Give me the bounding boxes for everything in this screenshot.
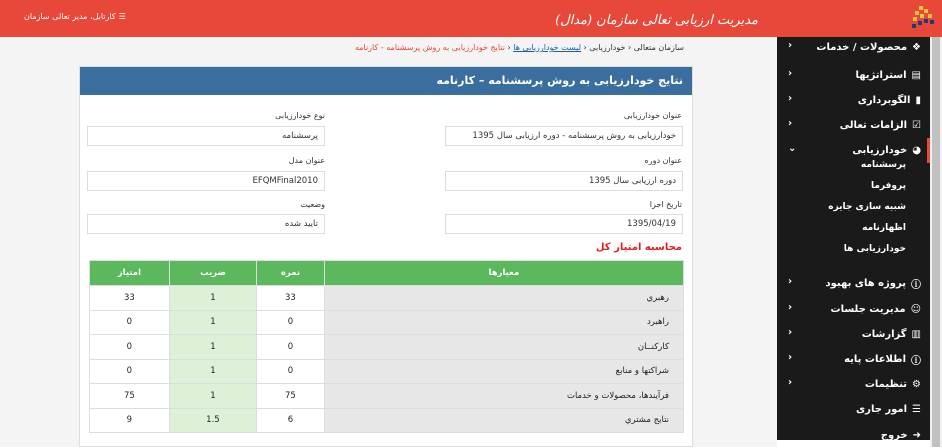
sidebar-item-label: مدیریت جلسات xyxy=(830,304,906,315)
score-cell: 0 xyxy=(257,310,325,335)
table-row xyxy=(90,310,684,335)
table-header-row xyxy=(90,261,684,286)
sidebar-item[interactable] xyxy=(777,347,930,372)
points-cell: 0 xyxy=(90,310,170,335)
sidebar-item-label: اطلاعات پایه xyxy=(844,354,906,365)
bookmark-icon: ▮ xyxy=(915,95,921,106)
pie-chart-icon: ◕ xyxy=(912,145,921,156)
date-label: تاریخ اجرا xyxy=(649,200,682,209)
sidebar-item-label: امور جاری xyxy=(856,404,908,415)
sidebar-item[interactable] xyxy=(777,35,930,60)
sidebar-subitem[interactable]: خودارزیابی ها xyxy=(843,244,906,254)
sidebar-item[interactable] xyxy=(777,372,930,397)
chevron-left-icon: ‹ xyxy=(788,40,793,51)
period-field[interactable]: دوره ارزیابی سال 1395 xyxy=(445,171,683,191)
main-content xyxy=(0,37,777,447)
score-cell: 6 xyxy=(257,408,325,433)
title-label: عنوان خودارزیابی xyxy=(623,111,682,120)
points-cell: 75 xyxy=(90,384,170,409)
sidebar-item[interactable] xyxy=(777,423,930,448)
chevron-down-icon: ⌄ xyxy=(788,143,797,154)
weight-cell: 1 xyxy=(169,310,256,335)
gear-icon: ⚙ xyxy=(912,379,921,390)
points-cell: 0 xyxy=(90,359,170,384)
score-cell: 0 xyxy=(257,359,325,384)
sidebar-item[interactable] xyxy=(777,113,930,138)
sidebar-item-label: الزامات تعالی xyxy=(839,120,908,131)
sidebar-item[interactable] xyxy=(777,63,930,88)
sidebar-item-label: استراتژیها xyxy=(855,70,907,81)
breadcrumb xyxy=(355,43,684,52)
sidebar-subitem[interactable]: پرسشنامه xyxy=(860,160,906,170)
type-field[interactable]: پرسشنامه xyxy=(87,126,325,146)
criterion-cell: نتایج مشتري xyxy=(324,408,683,433)
info-icon: ⓘ xyxy=(911,356,921,367)
table-row xyxy=(90,384,684,409)
points-cell: 33 xyxy=(90,286,170,311)
breadcrumb-section[interactable]: خودارزیابی xyxy=(589,43,626,52)
chevron-left-icon: ‹ xyxy=(788,68,793,79)
breadcrumb-home[interactable]: سازمان متعالی xyxy=(633,43,684,52)
sidebar-item-label: الگوبرداری xyxy=(857,95,911,106)
criterion-cell: فرآیندها، محصولات و خدمات xyxy=(324,384,683,409)
sidebar-item-label: خروج xyxy=(880,430,908,441)
book-icon: ▥ xyxy=(911,329,921,340)
date-field[interactable]: 1395/04/19 xyxy=(445,214,683,234)
sidebar-item-label: خودارزیابی xyxy=(852,145,908,156)
user-menu[interactable] xyxy=(24,12,126,21)
title-field[interactable]: خودارزیابی به روش پرسشنامه - دوره ارزیابی سال 1395 xyxy=(445,126,683,146)
sidebar-item[interactable] xyxy=(777,88,930,113)
table-row xyxy=(90,408,684,433)
model-field[interactable]: EFQMFinal2010 xyxy=(87,171,325,191)
points-cell: 0 xyxy=(90,335,170,360)
sidebar-subitem[interactable]: شبیه سازی جایزه xyxy=(828,202,906,212)
sidebar-item[interactable] xyxy=(777,271,930,296)
column-header[interactable]: نمره xyxy=(257,261,325,286)
sidebar xyxy=(777,37,930,440)
weight-cell: 1.5 xyxy=(169,408,256,433)
sidebar-item-label: تنظیمات xyxy=(864,379,908,390)
score-cell: 0 xyxy=(257,335,325,360)
breadcrumb-list-link[interactable]: لیست خودارزیابی ها xyxy=(513,43,581,52)
breadcrumb-current: نتایج خودارزیابی به روش پرسشنامه - کارنامه xyxy=(354,43,505,52)
app-logo[interactable] xyxy=(555,0,942,37)
top-bar xyxy=(0,0,942,37)
chevron-left-icon: ‹ xyxy=(788,327,793,338)
score-cell: 33 xyxy=(257,286,325,311)
table-row xyxy=(90,359,684,384)
user-label: کارتابل، مدیر تعالی سازمان xyxy=(24,12,116,21)
results-panel xyxy=(79,66,693,447)
status-field[interactable]: تایید شده xyxy=(87,214,325,234)
breadcrumb-separator-icon: ‹ xyxy=(581,43,587,52)
logout-icon: ➜ xyxy=(912,430,921,441)
points-cell: 9 xyxy=(90,408,170,433)
breadcrumb-separator-icon: ‹ xyxy=(504,43,511,52)
sidebar-item-label: پروژه های بهبود xyxy=(825,278,906,289)
sidebar-item[interactable] xyxy=(777,322,930,347)
column-header[interactable]: ضریب xyxy=(169,261,256,286)
list-icon: ☰ xyxy=(912,404,921,415)
criterion-cell: شراکتها و منابع xyxy=(324,359,683,384)
weight-cell: 1 xyxy=(169,384,256,409)
status-label: وضعیت xyxy=(300,200,325,209)
info-icon: ⓘ xyxy=(911,280,921,291)
sidebar-subitem[interactable]: پروفرما xyxy=(870,181,906,191)
panel-title: نتایج خودارزیابی به روش پرسشنامه – کارنامه xyxy=(80,67,692,95)
criterion-cell: کارکنــان xyxy=(324,335,683,360)
table-row xyxy=(90,286,684,311)
chevron-left-icon: ‹ xyxy=(788,93,793,104)
breadcrumb-separator-icon: ‹ xyxy=(625,43,632,52)
scrollbar[interactable] xyxy=(930,37,942,447)
users-icon: ☺ xyxy=(910,304,921,315)
weight-cell: 1 xyxy=(169,335,256,360)
sidebar-item-label: محصولات / خدمات xyxy=(816,42,908,53)
sidebar-item[interactable] xyxy=(777,297,930,322)
document-icon: ▤ xyxy=(911,70,921,81)
score-cell: 75 xyxy=(257,384,325,409)
scrollbar-thumb[interactable] xyxy=(932,37,940,447)
column-header[interactable]: امتیاز xyxy=(90,261,170,286)
sidebar-subitem[interactable]: اظهارنامه xyxy=(862,223,906,233)
chevron-left-icon: ‹ xyxy=(788,377,793,388)
sidebar-item[interactable] xyxy=(777,397,930,422)
section-title: محاسبه امتیاز کل xyxy=(595,242,682,253)
model-label: عنوان مدل xyxy=(288,156,325,165)
period-label: عنوان دوره xyxy=(644,156,682,165)
column-header[interactable]: معیارها xyxy=(324,261,683,286)
checkbox-icon: ☑ xyxy=(912,120,921,131)
chevron-left-icon: ‹ xyxy=(788,352,793,363)
chevron-left-icon: ‹ xyxy=(788,118,793,129)
chevron-left-icon: ‹ xyxy=(788,302,793,313)
score-table xyxy=(89,260,684,433)
table-row xyxy=(90,335,684,360)
type-label: نوع خودارزیابی xyxy=(275,111,325,120)
cubes-icon: ❖ xyxy=(912,42,921,53)
weight-cell: 1 xyxy=(169,359,256,384)
sidebar-item-label: گزارشات xyxy=(861,329,907,340)
logo-text: مدیریت ارزیابی تعالی سازمان (مدال) xyxy=(555,13,758,28)
chevron-left-icon: ‹ xyxy=(788,276,793,287)
weight-cell: 1 xyxy=(169,286,256,311)
criterion-cell: راهبرد xyxy=(324,310,683,335)
criterion-cell: رهبري xyxy=(324,286,683,311)
menu-grid-icon: ☰ xyxy=(118,12,126,21)
